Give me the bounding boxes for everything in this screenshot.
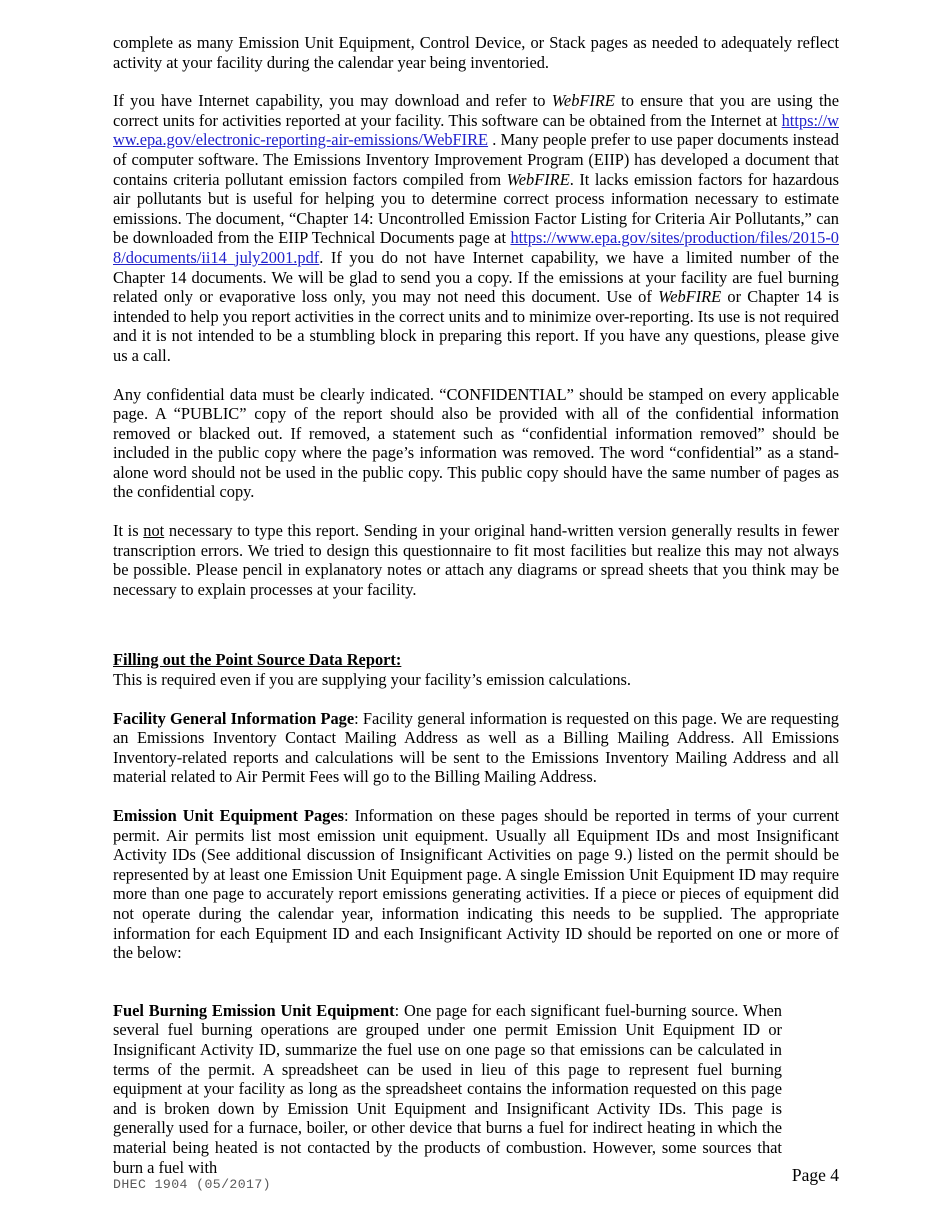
page-content — [113, 33, 839, 1196]
section-heading-label: Filling out the Point Source Data Report: — [113, 650, 402, 670]
paragraph-confidential — [113, 385, 839, 503]
typing-text-1: It is — [113, 521, 144, 541]
section-subtext — [113, 670, 839, 690]
paragraph-facility-general-information — [113, 709, 839, 787]
webfire-text-2: to ensure that you are using the correct units for activities reported at your facility. This software can be obtained from the Internet at — [113, 91, 839, 130]
webfire-emphasis-3: WebFIRE — [658, 287, 722, 307]
webfire-intro-text: If you have Internet capability, you may download and refer to — [113, 91, 552, 111]
fuel-burning-emission-unit-equipment-label: Fuel Burning Emission Unit Equipment — [113, 1000, 395, 1020]
fuel-burning-emission-unit-equipment-body: : One page for each significant fuel-burning source. When several fuel burning operations are grouped under one permit Emission Unit Equipment ID or Insignificant Activity ID, summarize the fuel use on one page so that emissions can be calculated in terms of the permit. A spreadsheet can be used in lieu of this page to represent fuel burning equipment at your facility as long as the spreadsheet contains the information requested on this page and is broken down by Emission Unit Equipment and Insignificant Activity IDs. This page is generally used for a furnace, boiler, or other device that burns a fuel for indirect heating in which the material being heated is not contacted by the products of combustion. However, some sources that burn a fuel with — [113, 1000, 782, 1177]
facility-general-information-body: : Facility general information is requested on this page. We are requesting an Emissions Inventory Contact Mailing Address as well as a Billing Mailing Address. All Emissions Inventory-related reports and calculations will be sent to the Emissions Inventory Mailing Address and all material related to Air Permit Fees will go to the Billing Mailing Address. — [113, 708, 839, 787]
webfire-text-5: . If you do not have Internet capability, we have a limited number of the Chapter 14 documents. We will be glad to send you a copy. If the emissions at your facility are fuel burning related only or evaporative loss only, you may not need this document. Use of — [113, 247, 839, 307]
form-code: DHEC 1904 (05/2017) — [113, 1177, 271, 1192]
not-underlined-emphasis: not — [143, 521, 165, 541]
typing-text-2: necessary to type this report. Sending in your original hand-written version generally results in fewer transcription errors. We tried to design this questionnaire to fit most facilities but realize this may not always be possible. Please pencil in explanatory notes or attach any diagrams or spread sheets that you think may be necessary to explain processes at your facility. — [113, 521, 840, 599]
emission-unit-equipment-pages-body: : Information on these pages should be reported in terms of your current permit. Air permits list most emission unit equipment. Usually all Equipment IDs and most Insignificant Activity IDs (See additional discussion of Insignificant Activities on page 9.) listed on the permit should be represented by at least one Emission Unit Equipment page. A single Emission Unit Equipment ID may require more than one page to accurately report emissions generating activities. If a piece or pieces of equipment did not operate during the calendar year, information indicating this needs to be supplied. The appropriate information for each Equipment ID and each Insignificant Activity ID should be reported on one or more of the below: — [113, 806, 839, 963]
section-heading-filling-out — [113, 650, 839, 670]
webfire-emphasis-1: WebFIRE — [551, 91, 615, 111]
subsection-spacer — [113, 982, 839, 1001]
emission-unit-equipment-pages-label: Emission Unit Equipment Pages — [113, 806, 345, 825]
paragraph-emission-unit-equipment-pages — [113, 806, 839, 963]
webfire-emphasis-2: WebFIRE — [506, 169, 570, 189]
webfire-text-6: or Chapter 14 is intended to help you report activities in the correct units and to minimize over-reporting. Its use is not required and it is not intended to be a stumbling block in preparing this report. If you have any questions, please give us a call. — [113, 287, 839, 365]
paragraph-intro-text: complete as many Emission Unit Equipment, Control Device, or Stack pages as needed to adequately reflect activity at your facility during the calendar year being inventoried. — [113, 33, 839, 72]
epa-webfire-link[interactable]: https://www.epa.gov/electronic-reporting-air-emissions/WebFIRE — [113, 110, 839, 150]
facility-general-information-label: Facility General Information Page — [113, 708, 355, 728]
webfire-text-3: . Many people prefer to use paper documents instead of computer software. The Emissions Inventory Improvement Program (EIIP) has developed a document that contains criteria pollutant emission factors compiled from — [113, 130, 839, 189]
section-subtext-label: This is required even if you are supplying your facility’s emission calculations. — [113, 670, 632, 690]
page-number: Page 4 — [791, 1165, 839, 1185]
section-spacer — [113, 618, 839, 650]
paragraph-intro — [113, 33, 839, 72]
paragraph-fuel-burning-emission-unit-equipment — [113, 1001, 782, 1177]
webfire-text-4: . It lacks emission factors for hazardous air pollutants but is useful for helping you to determine correct process information necessary to estimate emissions. The document, “Chapter 14: Uncontrolled Emission Factor Listing for Criteria Air Pollutants,” can be downloaded from the EIIP Technical Documents page at — [113, 169, 839, 248]
eiip-chapter14-pdf-link[interactable]: https://www.epa.gov/sites/production/files/2015-08/documents/ii14_july2001.pdf — [113, 228, 839, 267]
paragraph-confidential-text: Any confidential data must be clearly indicated. “CONFIDENTIAL” should be stamped on every applicable page. A “PUBLIC” copy of the report should also be provided with all of the confidential information removed or blacked out. If removed, a statement such as “confidential information removed” should be included in the public copy where the page’s information was removed. The word “confidential” as a stand-alone word should not be used in the public copy. This public copy should have the same number of pages as the confidential copy. — [113, 384, 839, 502]
paragraph-typing-not-required — [113, 521, 839, 599]
paragraph-webfire — [113, 91, 839, 365]
page-footer — [113, 1165, 839, 1192]
